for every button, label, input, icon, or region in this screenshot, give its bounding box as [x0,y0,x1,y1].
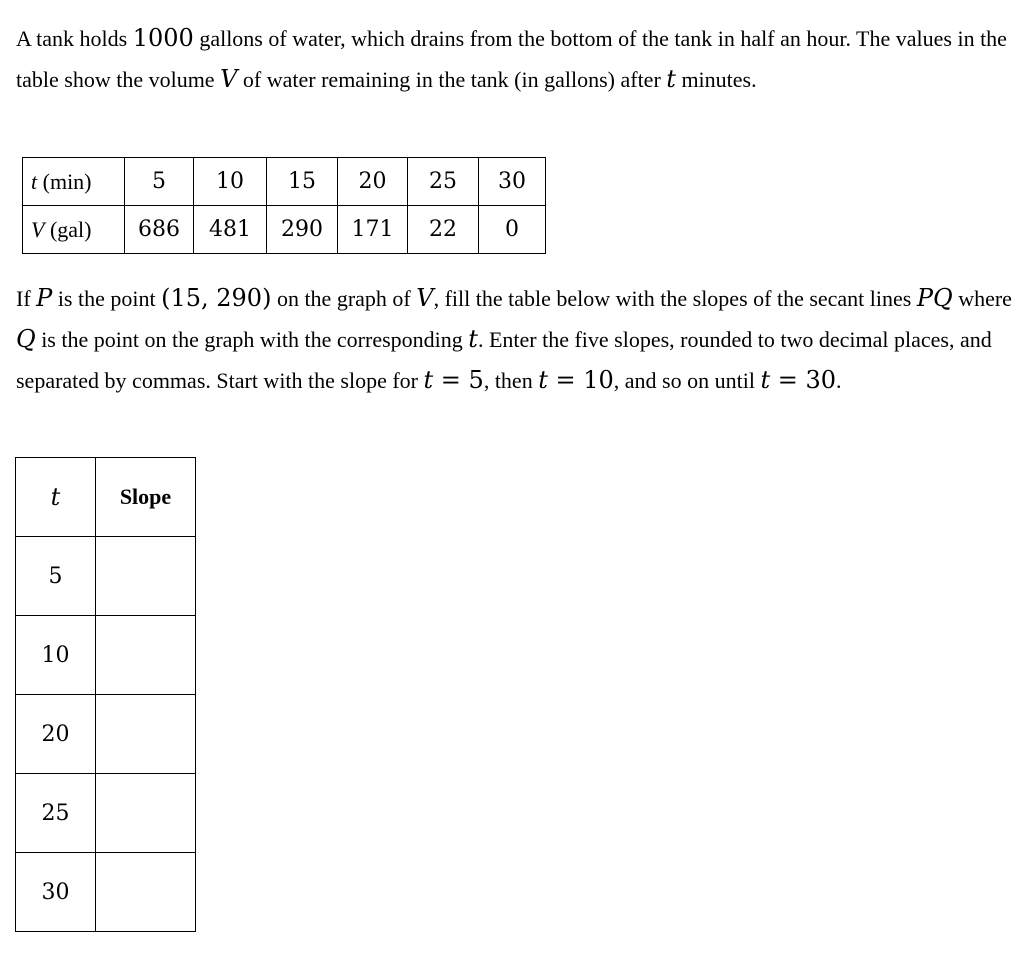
row-header-t [23,158,125,206]
table-cell: 171 [338,206,408,254]
question-text: is the point [52,286,162,311]
math-variable-t: t [423,366,434,394]
question-text: , fill the table below with the slopes of the secant lines [433,286,917,311]
t-value-cell: 20 [16,695,96,774]
table-cell: 25 [408,158,479,206]
table-row [16,537,196,616]
table-row [16,774,196,853]
math-variable-t: t [666,65,676,93]
math-point-coords: (15, 290) [161,284,272,312]
table-cell: 0 [479,206,546,254]
question-text: is the point on the graph with the corresponding [35,327,469,352]
column-header-slope: Slope [96,458,196,537]
t-value-cell: 10 [16,616,96,695]
problem-intro [16,18,1016,100]
problem-question [16,278,1016,401]
table-cell: 20 [338,158,408,206]
row-header-v [23,206,125,254]
t-value-cell: 25 [16,774,96,853]
table-row [16,695,196,774]
math-variable-t: t [468,325,478,353]
table-cell: 30 [479,158,546,206]
volume-data-table [22,157,546,254]
table-cell: 22 [408,206,479,254]
math-equals: = 10 [547,366,614,394]
intro-text: of water remaining in the tank (in gallons) after [237,67,667,92]
intro-text: gallons of water, which drains from the bottom of the tank in half an hour. The values in the table show the volume [16,26,1007,92]
row-header-unit: (gal) [44,216,92,242]
slope-cell[interactable] [96,695,196,774]
table-cell: 686 [125,206,194,254]
intro-text: minutes. [675,67,757,92]
table-cell: 10 [194,158,267,206]
math-point-p: P [36,284,53,312]
math-variable-t: t [760,366,771,394]
math-secant-pq: PQ [916,284,953,312]
table-cell: 15 [267,158,338,206]
question-text: , and so on until [613,368,761,393]
row-header-var: V [31,216,45,242]
math-variable-t: t [538,366,548,394]
table-row-t [23,158,546,206]
row-header-var: t [31,168,38,194]
table-row-v [23,206,546,254]
question-text: . Enter the five slopes, rounded to two decimal places, and separated by commas. Start with the slope for [16,327,992,393]
math-capacity: 1000 [132,24,194,52]
math-variable-v: V [416,284,434,312]
slope-cell[interactable] [96,537,196,616]
math-equals: = 30 [770,366,836,394]
column-header-t: t [16,458,96,537]
row-header-unit: (min) [37,168,92,194]
slope-answer-table [15,457,196,932]
math-point-q: Q [16,325,36,353]
intro-text: A tank holds [16,26,133,51]
table-cell: 290 [267,206,338,254]
table-cell: 5 [125,158,194,206]
question-text: on the graph of [271,286,417,311]
table-cell: 481 [194,206,267,254]
slope-cell[interactable] [96,616,196,695]
table-row [16,853,196,932]
question-text: If [16,286,37,311]
question-text: where [952,286,1012,311]
table-header-row [16,458,196,537]
math-equals: = 5 [433,366,484,394]
t-value-cell: 5 [16,537,96,616]
t-value-cell: 30 [16,853,96,932]
slope-cell[interactable] [96,774,196,853]
question-text: , then [483,368,539,393]
slope-cell[interactable] [96,853,196,932]
question-text: . [836,368,842,393]
table-row [16,616,196,695]
math-variable-v: V [220,65,238,93]
